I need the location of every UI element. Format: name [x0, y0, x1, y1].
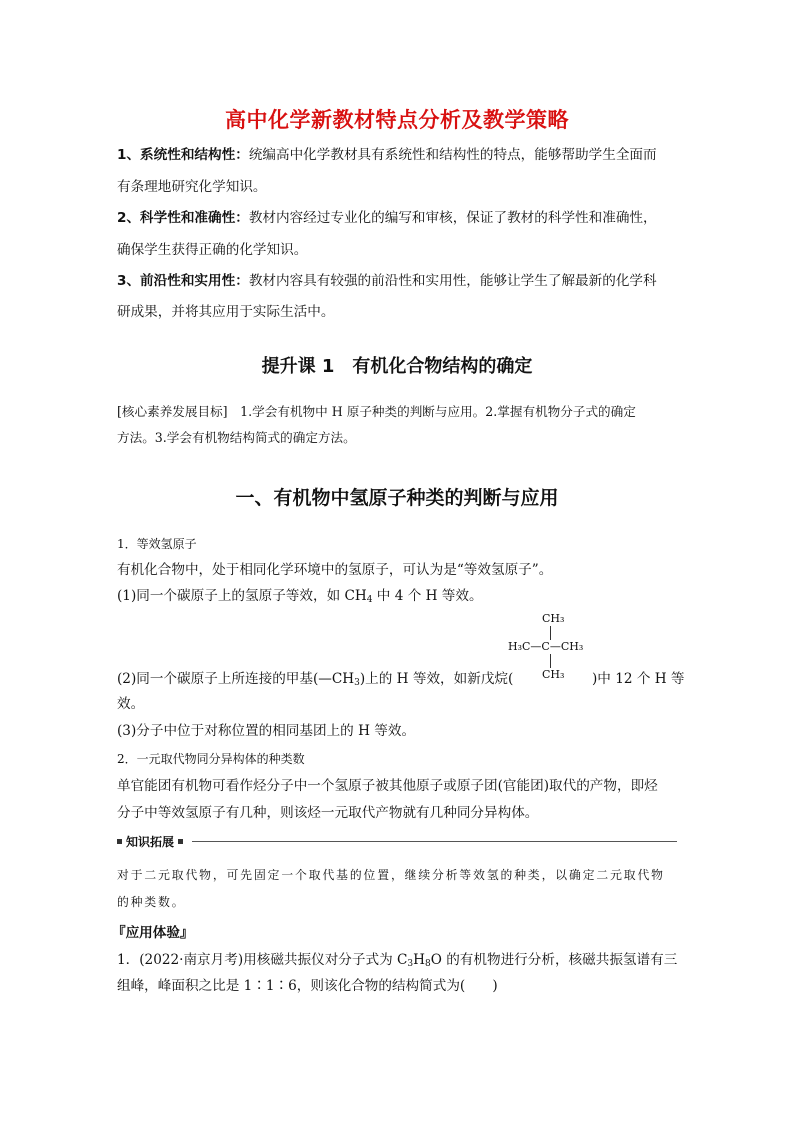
- knowledge-extension-line-2: 的种类数。: [117, 895, 186, 909]
- rule-1-subscript: 4: [366, 595, 373, 605]
- rule-2-subscript: 3: [354, 678, 360, 688]
- neopentane-bond-top: [550, 626, 551, 640]
- intro-point-3: [117, 271, 657, 291]
- intro-point-3-label: 3、前沿性和实用性：: [117, 273, 249, 289]
- rule-3: (3)分子中位于对称位置的相同基团上的 H 等效。: [117, 723, 416, 739]
- question-1-h: H: [413, 952, 425, 968]
- neopentane-top: CH₃: [542, 612, 565, 625]
- rule-1-text-a: (1)同一个碳原子上的氢原子等效，如 CH: [117, 588, 367, 604]
- knowledge-extension-header: [117, 833, 187, 850]
- square-bullet-icon: [117, 839, 122, 844]
- subsection-2-title: 2．一元取代物同分异构体的种类数: [117, 752, 305, 766]
- core-goals-line-2: 方法。3.学会有机物结构简式的确定方法。: [117, 430, 356, 445]
- intro-point-1: [117, 145, 657, 165]
- practice-label: 『应用体验』: [112, 925, 194, 941]
- question-1-subscript-h: 8: [425, 959, 431, 969]
- rule-2: [117, 669, 513, 693]
- intro-point-2-label: 2、科学性和准确性：: [117, 210, 249, 226]
- rule-2-text-a: (2)同一个碳原子上所连接的甲基(—CH: [117, 671, 355, 687]
- lesson-title: 提升课 1 有机化合物结构的确定: [261, 356, 533, 377]
- intro-point-2-text: 教材内容经过专业化的编写和审核，保证了教材的科学性和准确性，: [248, 210, 657, 226]
- neopentane-bond-bottom: [550, 654, 551, 668]
- rule-2-cont: 效。: [117, 696, 145, 712]
- question-1-line-1: [117, 950, 677, 974]
- neopentane-middle: H₃C—C—CH₃: [508, 640, 584, 653]
- rule-1-text-b: 中 4 个 H 等效。: [372, 588, 483, 604]
- rule-2-tail: )中 12 个 H 等: [592, 671, 685, 687]
- rule-1: [117, 586, 483, 610]
- intro-point-3-cont: 研成果，并将其应用于实际生活中。: [117, 304, 335, 320]
- intro-point-2: [117, 208, 657, 228]
- intro-point-1-text: 统编高中化学教材具有系统性和结构性的特点，能够帮助学生全面而: [248, 147, 657, 163]
- section-1-title: 一、有机物中氢原子种类的判断与应用: [235, 487, 559, 509]
- intro-point-1-label: 1、系统性和结构性：: [117, 147, 249, 163]
- subsection-2-line-2: 分子中等效氢原子有几种，则该烃一元取代产物就有几种同分异构体。: [117, 805, 539, 821]
- subsection-1-text: 有机化合物中，处于相同化学环境中的氢原子，可认为是“等效氢原子”。: [117, 562, 553, 578]
- question-1-text-b: O 的有机物进行分析，核磁共振氢谱有三: [430, 952, 678, 968]
- knowledge-divider: [192, 841, 677, 842]
- question-1-line-2: 组峰，峰面积之比是 1∶1∶6，则该化合物的结构简式为( ): [117, 978, 498, 994]
- question-1-text-a: 1．(2022·南京月考)用核磁共振仪对分子式为 C: [117, 952, 408, 968]
- knowledge-extension-label: 知识拓展: [126, 835, 175, 849]
- core-goals-line-1: [核心素养发展目标] 1.学会有机物中 H 原子种类的判断与应用。2.掌握有机物分子式的确定: [117, 404, 636, 419]
- subsection-2-line-1: 单官能团有机物可看作烃分子中一个氢原子被其他原子或原子团(官能团)取代的产物，即烃: [117, 778, 658, 794]
- intro-point-2-cont: 确保学生获得正确的化学知识。: [117, 242, 308, 258]
- square-bullet-icon: [178, 839, 183, 844]
- intro-point-1-cont: 有条理地研究化学知识。: [117, 179, 267, 195]
- rule-2-text-b: )上的 H 等效，如新戊烷(: [359, 671, 514, 687]
- question-1-subscript-c: 3: [407, 959, 414, 969]
- intro-point-3-text: 教材内容具有较强的前沿性和实用性，能够让学生了解最新的化学科: [248, 273, 657, 289]
- neopentane-bottom: CH₃: [542, 668, 565, 681]
- page-title: 高中化学新教材特点分析及教学策略: [225, 108, 569, 132]
- knowledge-extension-line-1: 对于二元取代物，可先固定一个取代基的位置，继续分析等效氢的种类，以确定二元取代物: [117, 868, 665, 882]
- subsection-1-title: 1．等效氢原子: [117, 537, 197, 551]
